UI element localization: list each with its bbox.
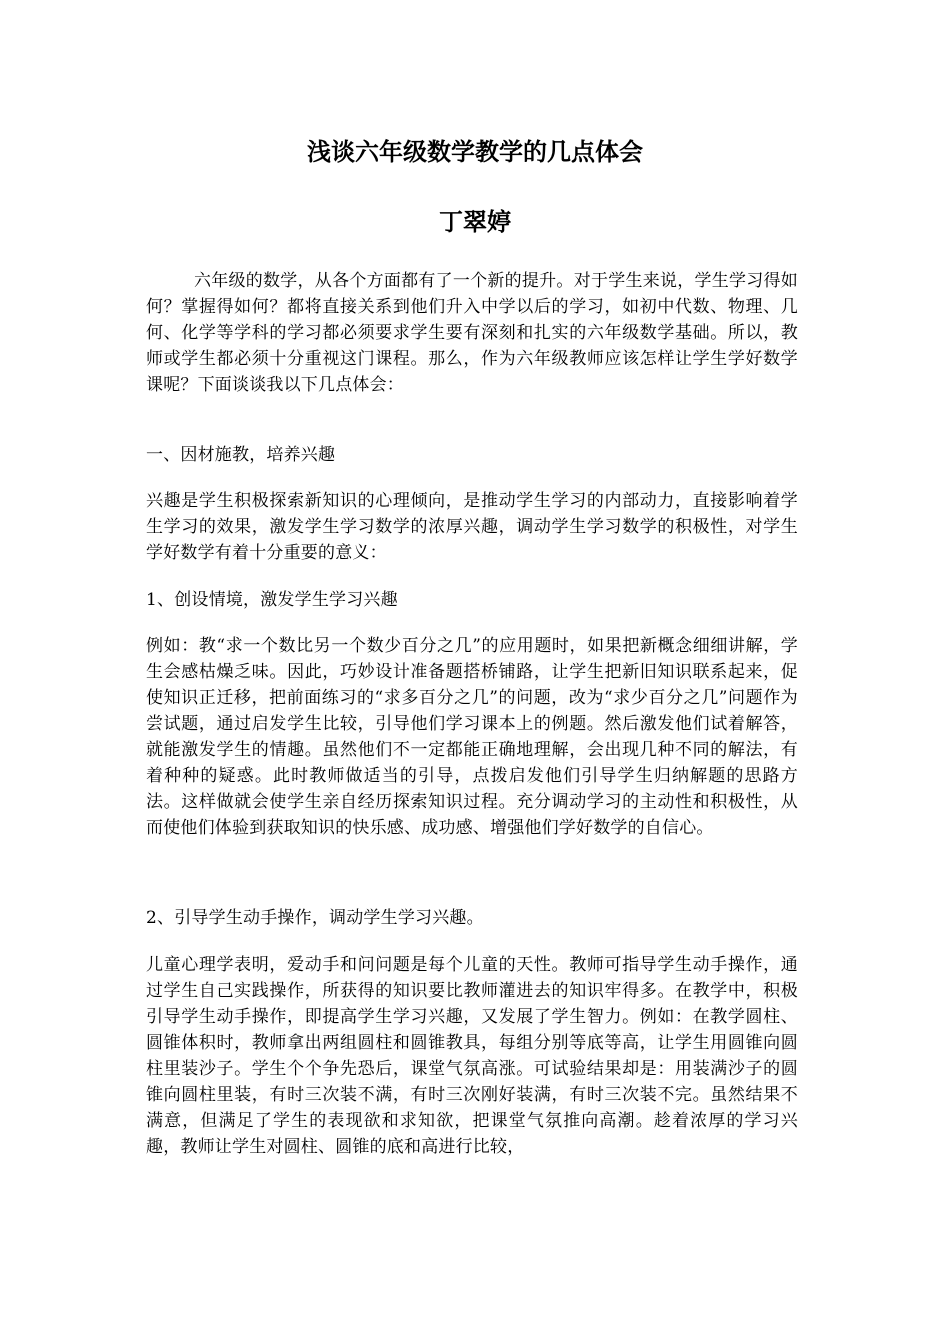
document-title: 浅谈六年级数学教学的几点体会 (307, 137, 643, 166)
author-name: 丁翠婷 (439, 207, 511, 236)
body-paragraph-example: 例如：教“求一个数比另一个数少百分之几”的应用题时，如果把新概念细细讲解，学生会感枯燥乏味。因此，巧妙设计准备题搭桥铺路，让学生把新旧知识联系起来，促使知识正迁移，把前面练习的“求多百分之几”的问题，改为“求少百分之几”问题作为尝试题，通过启发学生比较，引导他们学习课本上的例题。然后激发他们试着解答，就能激发学生的情趣。虽然他们不一定都能正确地理解，会出现几种不同的解法，有着种种的疑惑。此时教师做适当的引导，点拨启发他们引导学生归纳解题的思路方法。这样做就会使学生亲自经历探索知识过程。充分调动学习的主动性和积极性，从而使他们体验到获取知识的快乐感、成功感、增强他们学好数学的自信心。 (146, 636, 798, 838)
subheading-2: 2、引导学生动手操作，调动学生学习兴趣。 (146, 908, 484, 928)
body-paragraph-operation: 儿童心理学表明，爱动手和问问题是每个儿童的天性。教师可指导学生动手操作，通过学生自己实践操作，所获得的知识要比教师灌进去的知识牢得多。在教学中，积极引导学生动手操作，即提高学生学习兴趣，又发展了学生智力。例如：在教学圆柱、圆锥体积时，教师拿出两组圆柱和圆锥教具，每组分别等底等高，让学生用圆锥向圆柱里装沙子。学生个个争先恐后，课堂气氛高涨。可试验结果却是：用装满沙子的圆锥向圆柱里装，有时三次装不满，有时三次刚好装满，有时三次装不完。虽然结果不满意，但满足了学生的表现欲和求知欲，把课堂气氛推向高潮。趁着浓厚的学习兴趣，教师让学生对圆柱、圆锥的底和高进行比较， (146, 955, 798, 1157)
intro-paragraph: 六年级的数学，从各个方面都有了一个新的提升。对于学生来说，学生学习得如何？掌握得如何？都将直接关系到他们升入中学以后的学习，如初中代数、物理、几何、化学等学科的学习都必须要求学生要有深刻和扎实的六年级数学基础。所以，教师或学生都必须十分重视这门课程。那么，作为六年级教师应该怎样让学生学好数学课呢？下面谈谈我以下几点体会： (146, 271, 798, 395)
subheading-1: 1、创设情境，激发学生学习兴趣 (146, 590, 398, 610)
body-paragraph-interest: 兴趣是学生积极探索新知识的心理倾向，是推动学生学习的内部动力，直接影响着学生学习的效果，激发学生学习数学的浓厚兴趣，调动学生学习数学的积极性，对学生学好数学有着十分重要的意义： (146, 491, 798, 563)
section-heading-1: 一、因材施教，培养兴趣 (146, 445, 336, 465)
